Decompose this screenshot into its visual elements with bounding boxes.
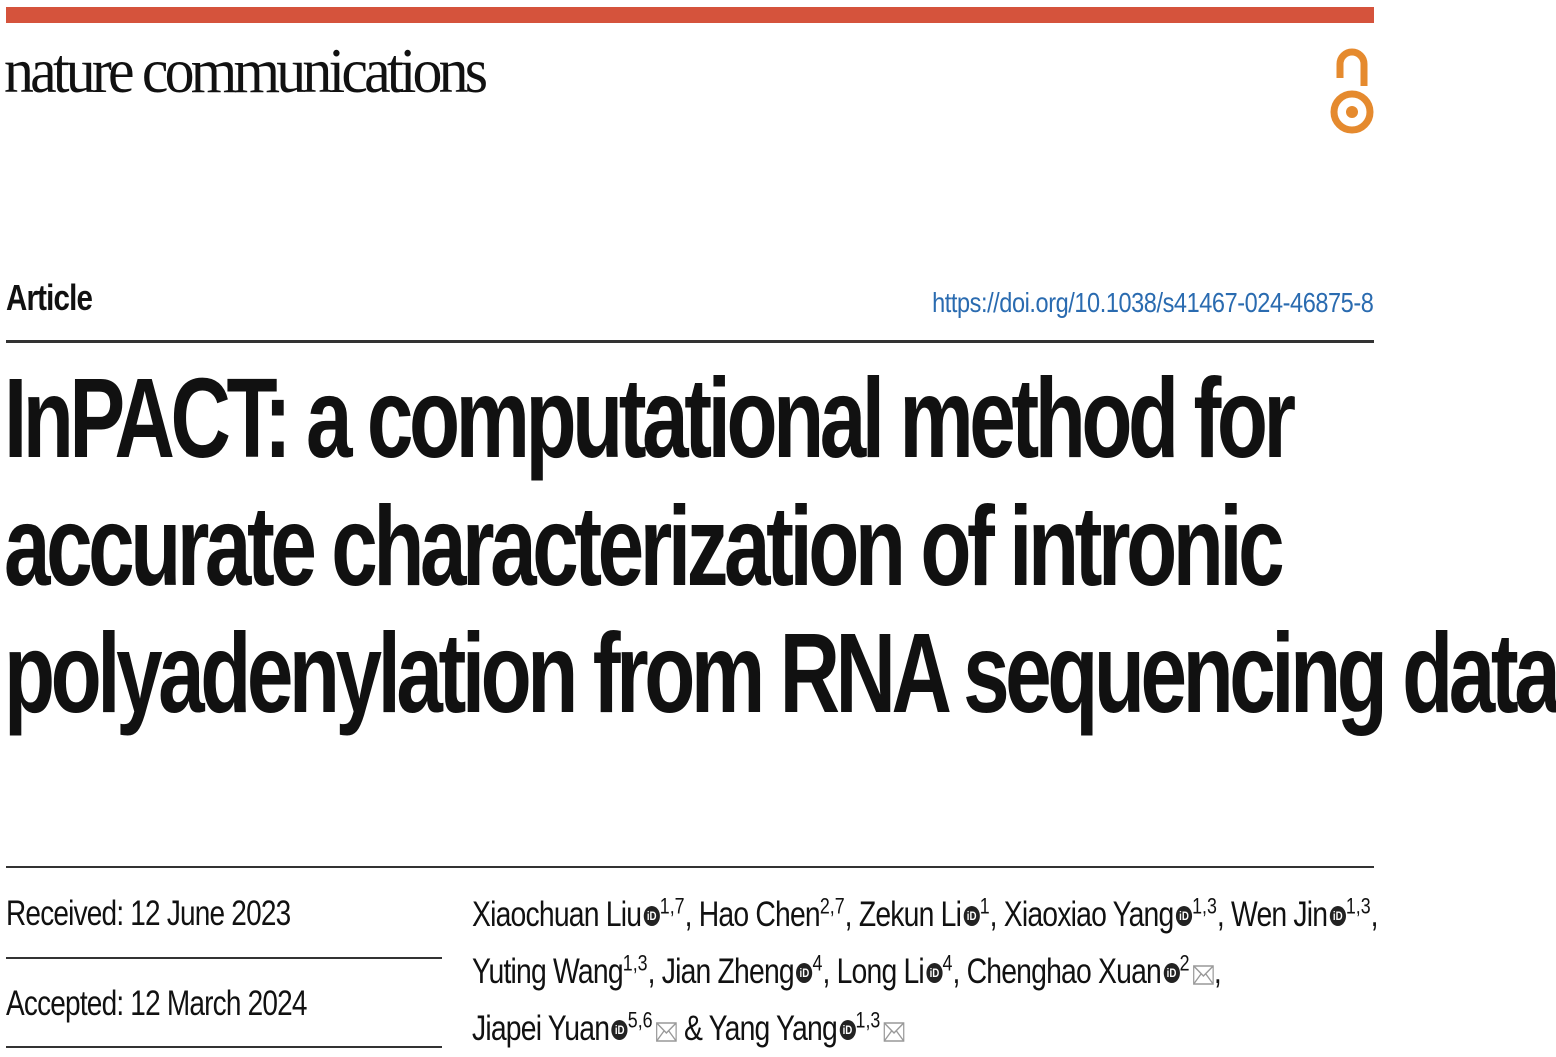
affiliation-sup: 1,7: [659, 893, 685, 919]
affiliation-sup: 2,7: [819, 893, 845, 919]
journal-name[interactable]: nature communications: [4, 36, 485, 106]
title-line-1: InPACT: a computational method for: [4, 355, 1292, 481]
author-name[interactable]: Yang Yang: [708, 1009, 837, 1048]
orcid-icon[interactable]: iD: [1163, 963, 1179, 983]
orcid-icon[interactable]: iD: [839, 1020, 855, 1040]
orcid-icon[interactable]: iD: [1330, 906, 1346, 926]
article-type-label: Article: [6, 277, 93, 318]
email-icon[interactable]: [1193, 965, 1214, 985]
authors-divider: [6, 866, 1374, 868]
header-divider: [6, 340, 1374, 343]
author-line-2: Yuting Wang$^{1,3}$, Jian Zheng iD $^4$, Long Li iD $^4$, Chenghao Xuan iD $^2$ ,: [472, 950, 1221, 991]
author-name[interactable]: Wen Jin: [1231, 895, 1328, 934]
affiliation-sup: 1,3: [1345, 893, 1371, 919]
accepted-date: Accepted: 12 March 2024: [6, 984, 307, 1023]
author-name[interactable]: Zekun Li: [858, 895, 962, 934]
affiliation-sup: 1,3: [855, 1007, 881, 1033]
open-access-icon: [1330, 34, 1374, 149]
author-name[interactable]: Yuting Wang: [472, 952, 623, 991]
author-name[interactable]: Long Li: [836, 952, 924, 991]
doi-link[interactable]: https://doi.org/10.1038/s41467-024-46875-8: [931, 287, 1373, 318]
orcid-icon[interactable]: iD: [644, 906, 660, 926]
affiliation-sup: 4: [812, 950, 823, 976]
orcid-icon[interactable]: iD: [612, 1020, 628, 1040]
affiliation-sup: 1,3: [1192, 893, 1217, 919]
orcid-icon[interactable]: iD: [964, 906, 980, 926]
author-name[interactable]: Jian Zheng: [661, 952, 794, 991]
author-list: [472, 886, 1378, 1057]
author-line-1: Xiaochuan Liu iD $^{1,7}$, Hao Chen$^{2,7}$, Zekun Li iD $^1$, Xiaoxiao Yang iD $^{1,3}$, Wen Jin iD $^{1,3}$,: [472, 893, 1378, 934]
received-date: Received: 12 June 2023: [6, 894, 291, 933]
affiliation-sup: 2: [1179, 950, 1190, 976]
dates-divider: [6, 957, 442, 959]
affiliation-sup: 4: [942, 950, 953, 976]
author-name[interactable]: Chenghao Xuan: [966, 952, 1162, 991]
title-line-3: polyadenylation from RNA sequencing data: [4, 610, 1556, 736]
author-line-3: Jiapei Yuan iD $^{5,6}$ & Yang Yang iD $^{1,3}$: [472, 1000, 1363, 1057]
orcid-icon[interactable]: iD: [796, 963, 812, 983]
journal-color-bar: [6, 7, 1374, 23]
author-name[interactable]: Xiaochuan Liu: [472, 895, 642, 934]
author-name[interactable]: Xiaoxiao Yang: [1003, 895, 1174, 934]
title-line-2: accurate characterization of intronic: [4, 483, 1281, 609]
affiliation-sup: 1: [979, 893, 990, 919]
email-icon[interactable]: [884, 1022, 905, 1042]
email-icon[interactable]: [656, 1022, 677, 1042]
affiliation-sup: 1,3: [622, 950, 648, 976]
author-name[interactable]: Hao Chen: [698, 895, 820, 934]
affiliation-sup: 5,6: [627, 1007, 653, 1033]
orcid-icon[interactable]: iD: [926, 963, 942, 983]
orcid-icon[interactable]: iD: [1176, 906, 1192, 926]
dates-bottom-divider: [6, 1046, 442, 1048]
author-name[interactable]: Jiapei Yuan: [472, 1009, 610, 1048]
